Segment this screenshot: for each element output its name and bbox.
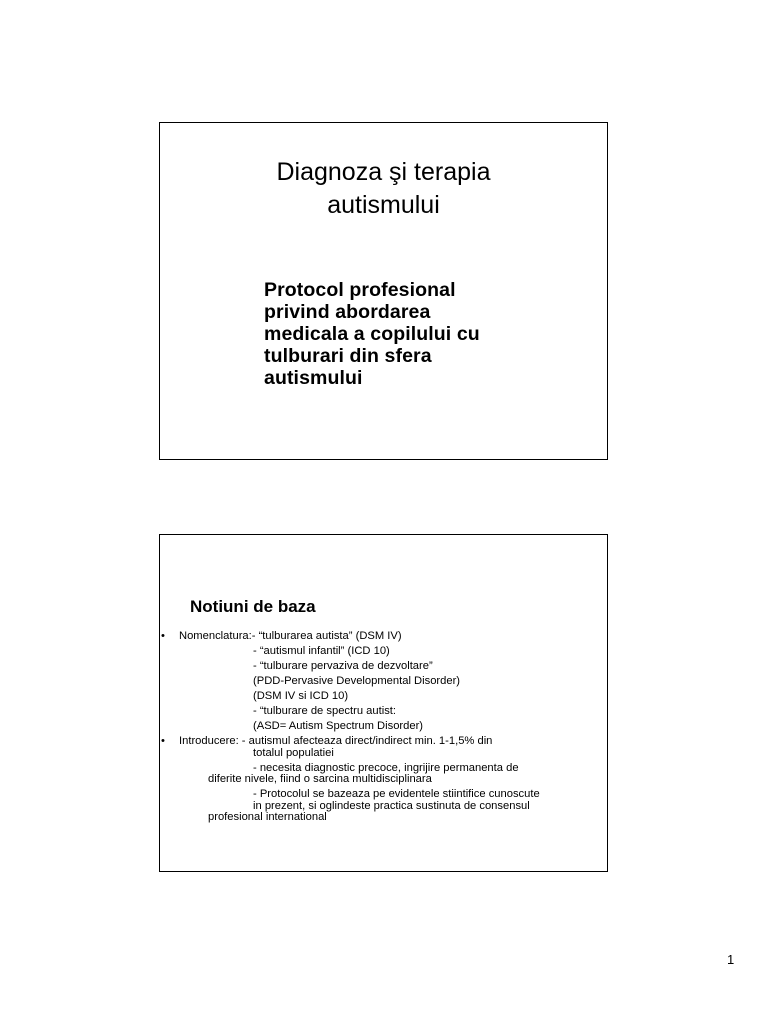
slide-body bbox=[160, 629, 607, 822]
subtitle-line-1: Protocol profesional bbox=[264, 279, 456, 301]
list-item bbox=[160, 746, 607, 761]
introduction-line: totalul populatiei bbox=[253, 746, 334, 759]
nomenclature-line: (DSM IV si ICD 10) bbox=[253, 690, 349, 702]
list-item bbox=[160, 629, 607, 644]
subtitle-line-3: medicala a copilului cu bbox=[264, 323, 480, 345]
slide-title-line-1: Diagnoza şi terapia bbox=[276, 158, 491, 186]
nomenclature-line: Nomenclatura:- “tulburarea autista” (DSM IV) bbox=[179, 630, 402, 642]
list-item bbox=[160, 772, 607, 787]
introduction-line: - necesita diagnostic precoce, ingrijire permanenta de bbox=[253, 761, 519, 774]
list-item bbox=[160, 674, 607, 689]
nomenclature-line: - “tulburare de spectru autist: bbox=[253, 705, 397, 717]
slide-title-line-2: autismului bbox=[327, 191, 440, 219]
list-item bbox=[160, 719, 607, 734]
list-item bbox=[160, 659, 607, 674]
nomenclature-line: (ASD= Autism Spectrum Disorder) bbox=[253, 720, 424, 732]
bullet-icon: • bbox=[161, 735, 165, 747]
list-item bbox=[160, 761, 607, 773]
introduction-line: profesional international bbox=[208, 811, 327, 823]
nomenclature-line: - “autismul infantil” (ICD 10) bbox=[253, 645, 390, 657]
list-item bbox=[160, 799, 607, 811]
subtitle-line-5: autismului bbox=[264, 367, 363, 389]
nomenclature-line: (PDD-Pervasive Developmental Disorder) bbox=[253, 675, 461, 687]
slide-subtitle bbox=[264, 279, 480, 389]
subtitle-line-2: privind abordarea bbox=[264, 301, 431, 323]
list-item bbox=[160, 704, 607, 719]
list-item bbox=[160, 734, 607, 746]
slide-title-panel bbox=[159, 122, 608, 460]
slide-heading: Notiuni de baza bbox=[190, 597, 316, 616]
nomenclature-line: - “tulburare pervaziva de dezvoltare” bbox=[253, 660, 433, 672]
list-item bbox=[160, 644, 607, 659]
slide-title bbox=[160, 156, 607, 222]
introduction-line: Introducere: - autismul afecteaza direct/indirect min. 1-1,5% din bbox=[179, 735, 493, 747]
slide-notions-panel bbox=[159, 534, 608, 872]
subtitle-line-4: tulburari din sfera bbox=[264, 345, 432, 367]
introduction-line: in prezent, si oglindeste practica sustinuta de consensul bbox=[253, 799, 530, 812]
introduction-line: diferite nivele, fiind o sarcina multidisciplinara bbox=[208, 773, 432, 785]
list-item bbox=[160, 787, 607, 799]
list-item bbox=[160, 810, 607, 822]
introduction-line: - Protocolul se bazeaza pe evidentele stiintifice cunoscute bbox=[253, 788, 540, 800]
list-item bbox=[160, 689, 607, 704]
bullet-icon: • bbox=[161, 630, 165, 642]
page-number: 1 bbox=[727, 952, 735, 967]
